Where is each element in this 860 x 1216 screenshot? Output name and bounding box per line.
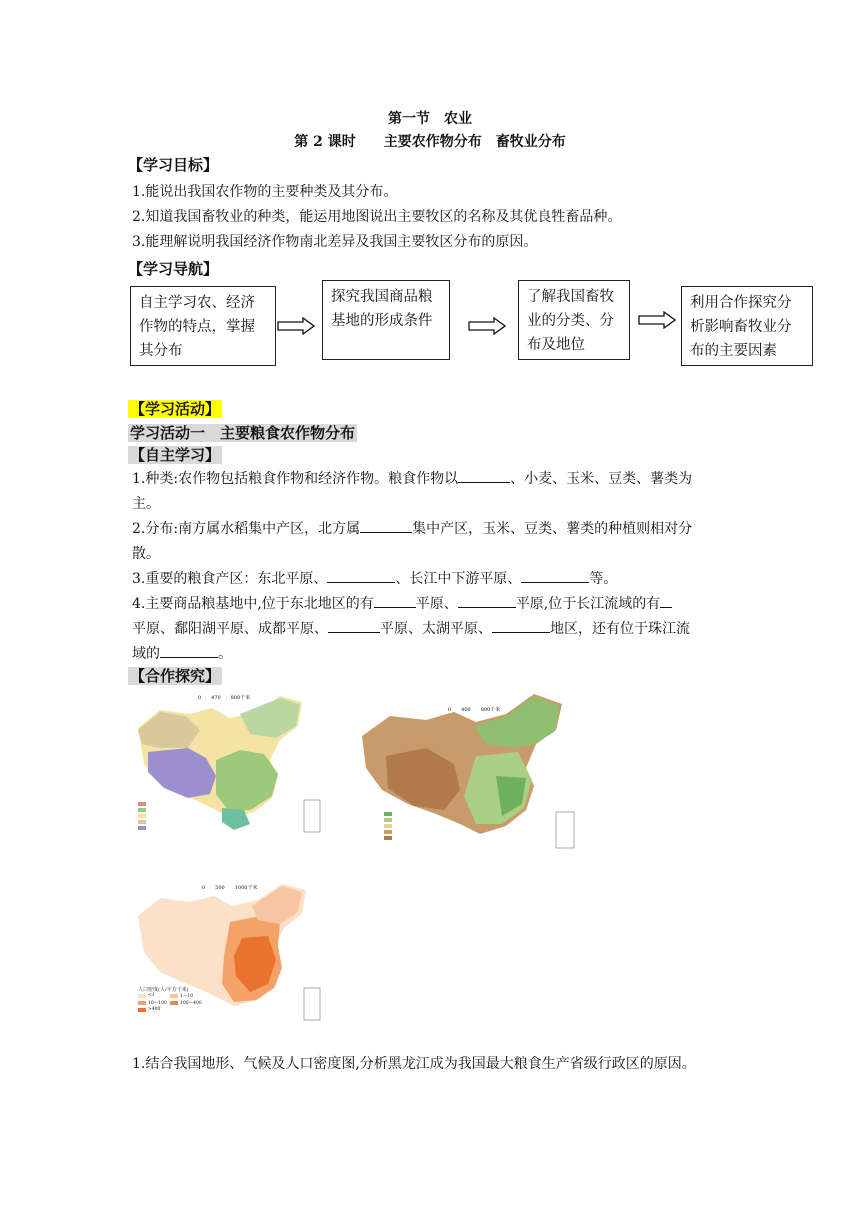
population-legend-title: 人口密度(人/平方千米) — [138, 987, 189, 993]
nav-step-2: 探究我国商品粮基地的形成条件 — [322, 280, 450, 360]
legend-label: >400 — [148, 1007, 161, 1012]
terrain-map — [356, 686, 584, 858]
self-study-heading: 【自主学习】 — [130, 446, 221, 464]
arrow-right-icon — [638, 311, 676, 329]
question-3: 3.重要的粮食产区：东北平原、 、长江中下游平原、 等。 — [132, 567, 752, 592]
activity-heading: 【学习活动】 — [130, 400, 221, 418]
goals-heading: 【学习目标】 — [128, 156, 219, 174]
nav-step-3: 了解我国畜牧业的分类、分布及地位 — [518, 280, 630, 360]
question-1: 1.种类:农作物包括粮食作物和经济作物。粮食作物以 、小麦、玉米、豆类、薯类为 主。 — [132, 467, 752, 517]
population-map — [130, 876, 328, 1028]
goal-item: 2.知道我国畜牧业的种类，能运用地图说出主要牧区的名称及其优良牲畜品种。 — [132, 209, 622, 225]
goal-item: 1.能说出我国农作物的主要种类及其分布。 — [132, 184, 398, 200]
blank-field[interactable] — [521, 568, 589, 583]
nav-heading: 【学习导航】 — [128, 260, 219, 278]
coop-heading: 【合作探究】 — [130, 667, 221, 685]
blank-field[interactable] — [328, 618, 380, 633]
page-subtitle: 第 2 课时 主要农作物分布 畜牧业分布 — [294, 134, 566, 150]
blank-field[interactable] — [327, 568, 395, 583]
climate-map — [130, 690, 328, 842]
goal-item: 3.能理解说明我国经济作物南北差异及我国主要牧区分布的原因。 — [132, 234, 538, 250]
blank-field[interactable] — [360, 518, 412, 533]
blank-field[interactable] — [374, 593, 416, 608]
activity-one-title: 学习活动一 主要粮食农作物分布 — [130, 424, 356, 442]
map-scale: 0 400 800千米 — [448, 707, 501, 713]
legend-label: 1～10 — [180, 994, 194, 999]
coop-question-1: 1.结合我国地形、气候及人口密度图,分析黑龙江成为我国最大粮食生产省级行政区的原因。 — [132, 1056, 696, 1072]
legend-label: <1 — [148, 993, 155, 998]
blank-field[interactable] — [458, 468, 510, 483]
map-scale: 0 500 1000千米 — [202, 885, 258, 891]
page-title: 第一节 农业 — [388, 111, 472, 127]
arrow-right-icon — [277, 317, 315, 335]
blank-field[interactable] — [458, 593, 516, 608]
blank-field[interactable] — [160, 643, 218, 658]
arrow-right-icon — [468, 317, 506, 335]
nav-step-1: 自主学习农、经济作物的特点，掌握其分布 — [130, 286, 276, 366]
blank-field[interactable] — [660, 593, 672, 608]
question-4: 4.主要商品粮基地中,位于东北地区的有 平原、 平原,位于长江流域的有 平原、鄱阳湖平原、成都平原、 平原、太湖平原、 地区，还有位于珠江流 域的 。 — [132, 592, 752, 667]
question-2: 2.分布:南方属水稻集中产区，北方属 集中产区，玉米、豆类、薯类的种植则相对分 散。 — [132, 517, 752, 567]
legend-label: 100～400 — [180, 1001, 202, 1006]
blank-field[interactable] — [492, 618, 550, 633]
map-scale: 0 470 800千米 — [198, 695, 251, 701]
nav-step-4: 利用合作探究分析影响畜牧业分布的主要因素 — [681, 286, 813, 366]
legend-label: 10～100 — [148, 1001, 167, 1006]
